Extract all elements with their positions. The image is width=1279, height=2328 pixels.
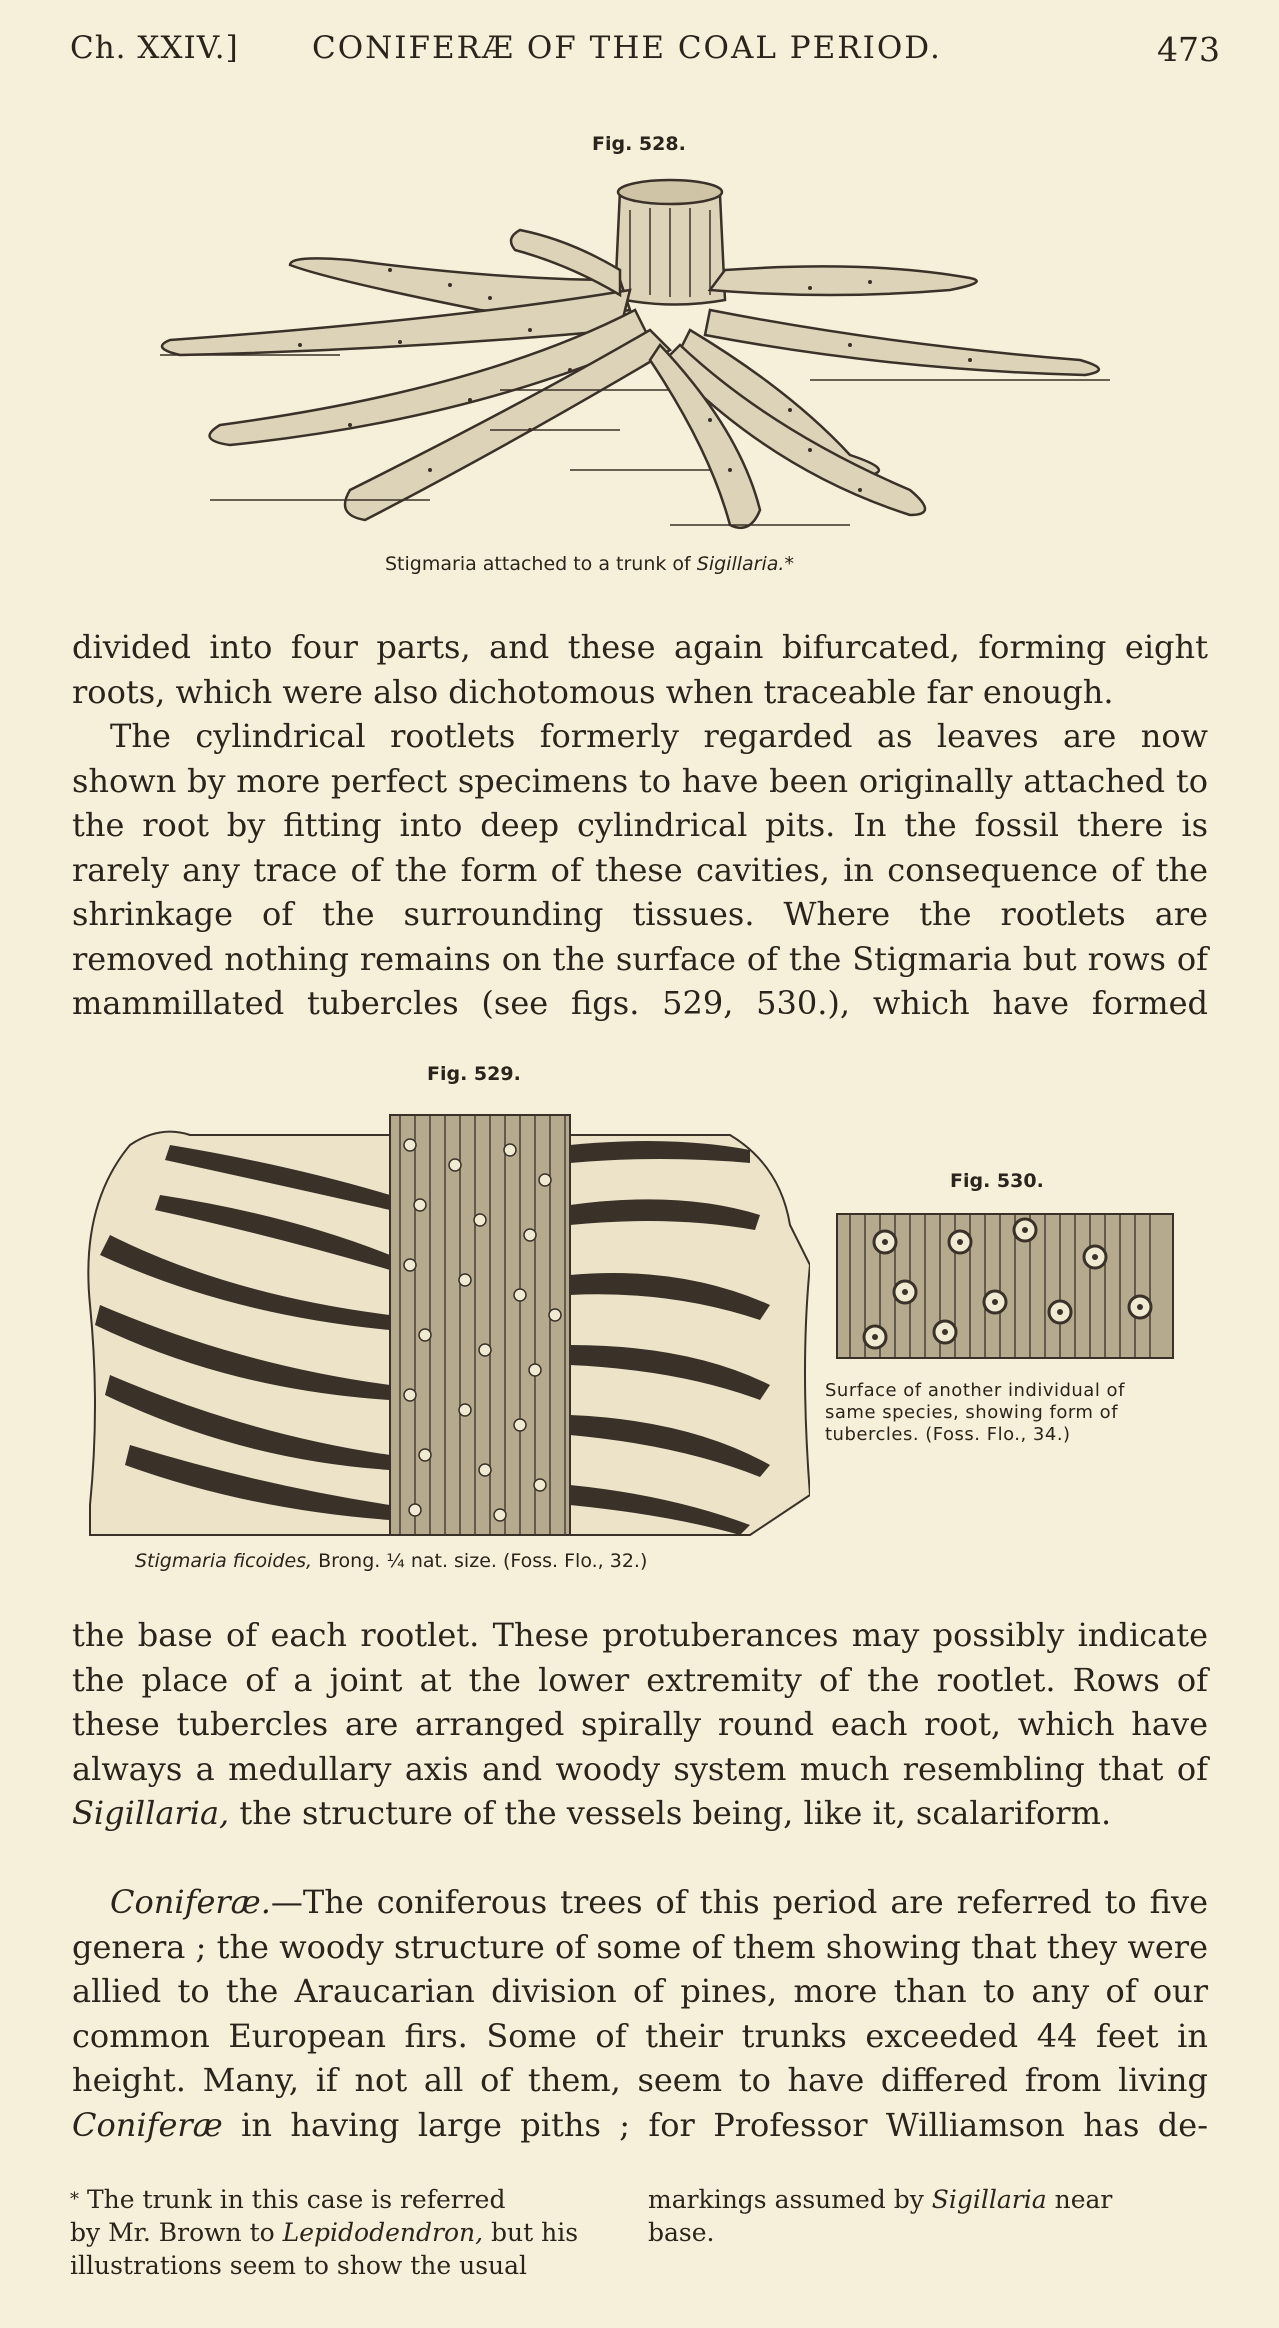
figure-528-illustration [150, 170, 1120, 540]
paragraph-coniferae: Coniferæ.—The coniferous trees of this period are referred to five genera ; the woody structure of some of them showing that they were allied to the Araucarian division of pines, more than to any of our common European firs. Some of their trunks exceeded 44 feet in height. Many, if not all of them, seem to have differed from living Coniferæ in having large piths ; for Professor Williamson has de- [72, 1883, 1208, 2144]
footnote-left-column: * The trunk in this case is referred by Mr. Brown to Lepidodendron, but his illustrations seem to show the usual [70, 2185, 579, 2280]
figure-528-label: Fig. 528. [592, 133, 686, 155]
paragraph-continuation [72, 625, 1208, 714]
figure-529-illustration [70, 1105, 810, 1545]
running-title: CONIFERÆ OF THE COAL PERIOD. [312, 30, 942, 66]
chapter-reference: Ch. XXIV.] [70, 30, 239, 66]
paragraph-tubercles: the base of each rootlet. These protuberances may possibly indicate the place of a joint at the lower extremity of the rootlet. Rows of these tubercles are arranged spirally round each root, which have always a medullary axis and woody system much resembling that of Sigillaria, the structure of the vessels being, like it, scalariform. [72, 1616, 1208, 1832]
running-header [70, 30, 1220, 80]
figure-530-caption: Surface of another individual of same species, showing form of tubercles. (Foss. Flo., 34.) [825, 1380, 1125, 1445]
figure-530-label: Fig. 530. [950, 1170, 1044, 1192]
paragraph-rootlets: The cylindrical rootlets formerly regarded as leaves are now shown by more perfect specimens to have been originally attached to the root by fitting into deep cylindrical pits. In the fossil there is rarely any trace of the form of these cavities, in consequence of the shrinkage of the surrounding tissues. Where the rootlets are removed nothing remains on the surface of the Stigmaria but rows of mammillated tubercles (see figs. 529, 530.), which have formed [72, 717, 1208, 1022]
paragraph-1-line-2: roots, which were also dichotomous when traceable far enough. [72, 672, 1114, 711]
paragraph-1-line-1: divided into four parts, and these again bifurcated, forming eight [72, 628, 1208, 666]
page-number: 473 [1157, 30, 1220, 69]
figure-529-caption: Stigmaria ficoides, Brong. ¼ nat. size. (Foss. Flo., 32.) [135, 1550, 648, 1572]
figure-529-label: Fig. 529. [427, 1063, 521, 1085]
figure-530-illustration [835, 1212, 1175, 1360]
footnote-right-column: markings assumed by Sigillaria near base. [648, 2185, 1113, 2247]
figure-528-caption: Stigmaria attached to a trunk of Sigillaria.* [385, 553, 794, 575]
